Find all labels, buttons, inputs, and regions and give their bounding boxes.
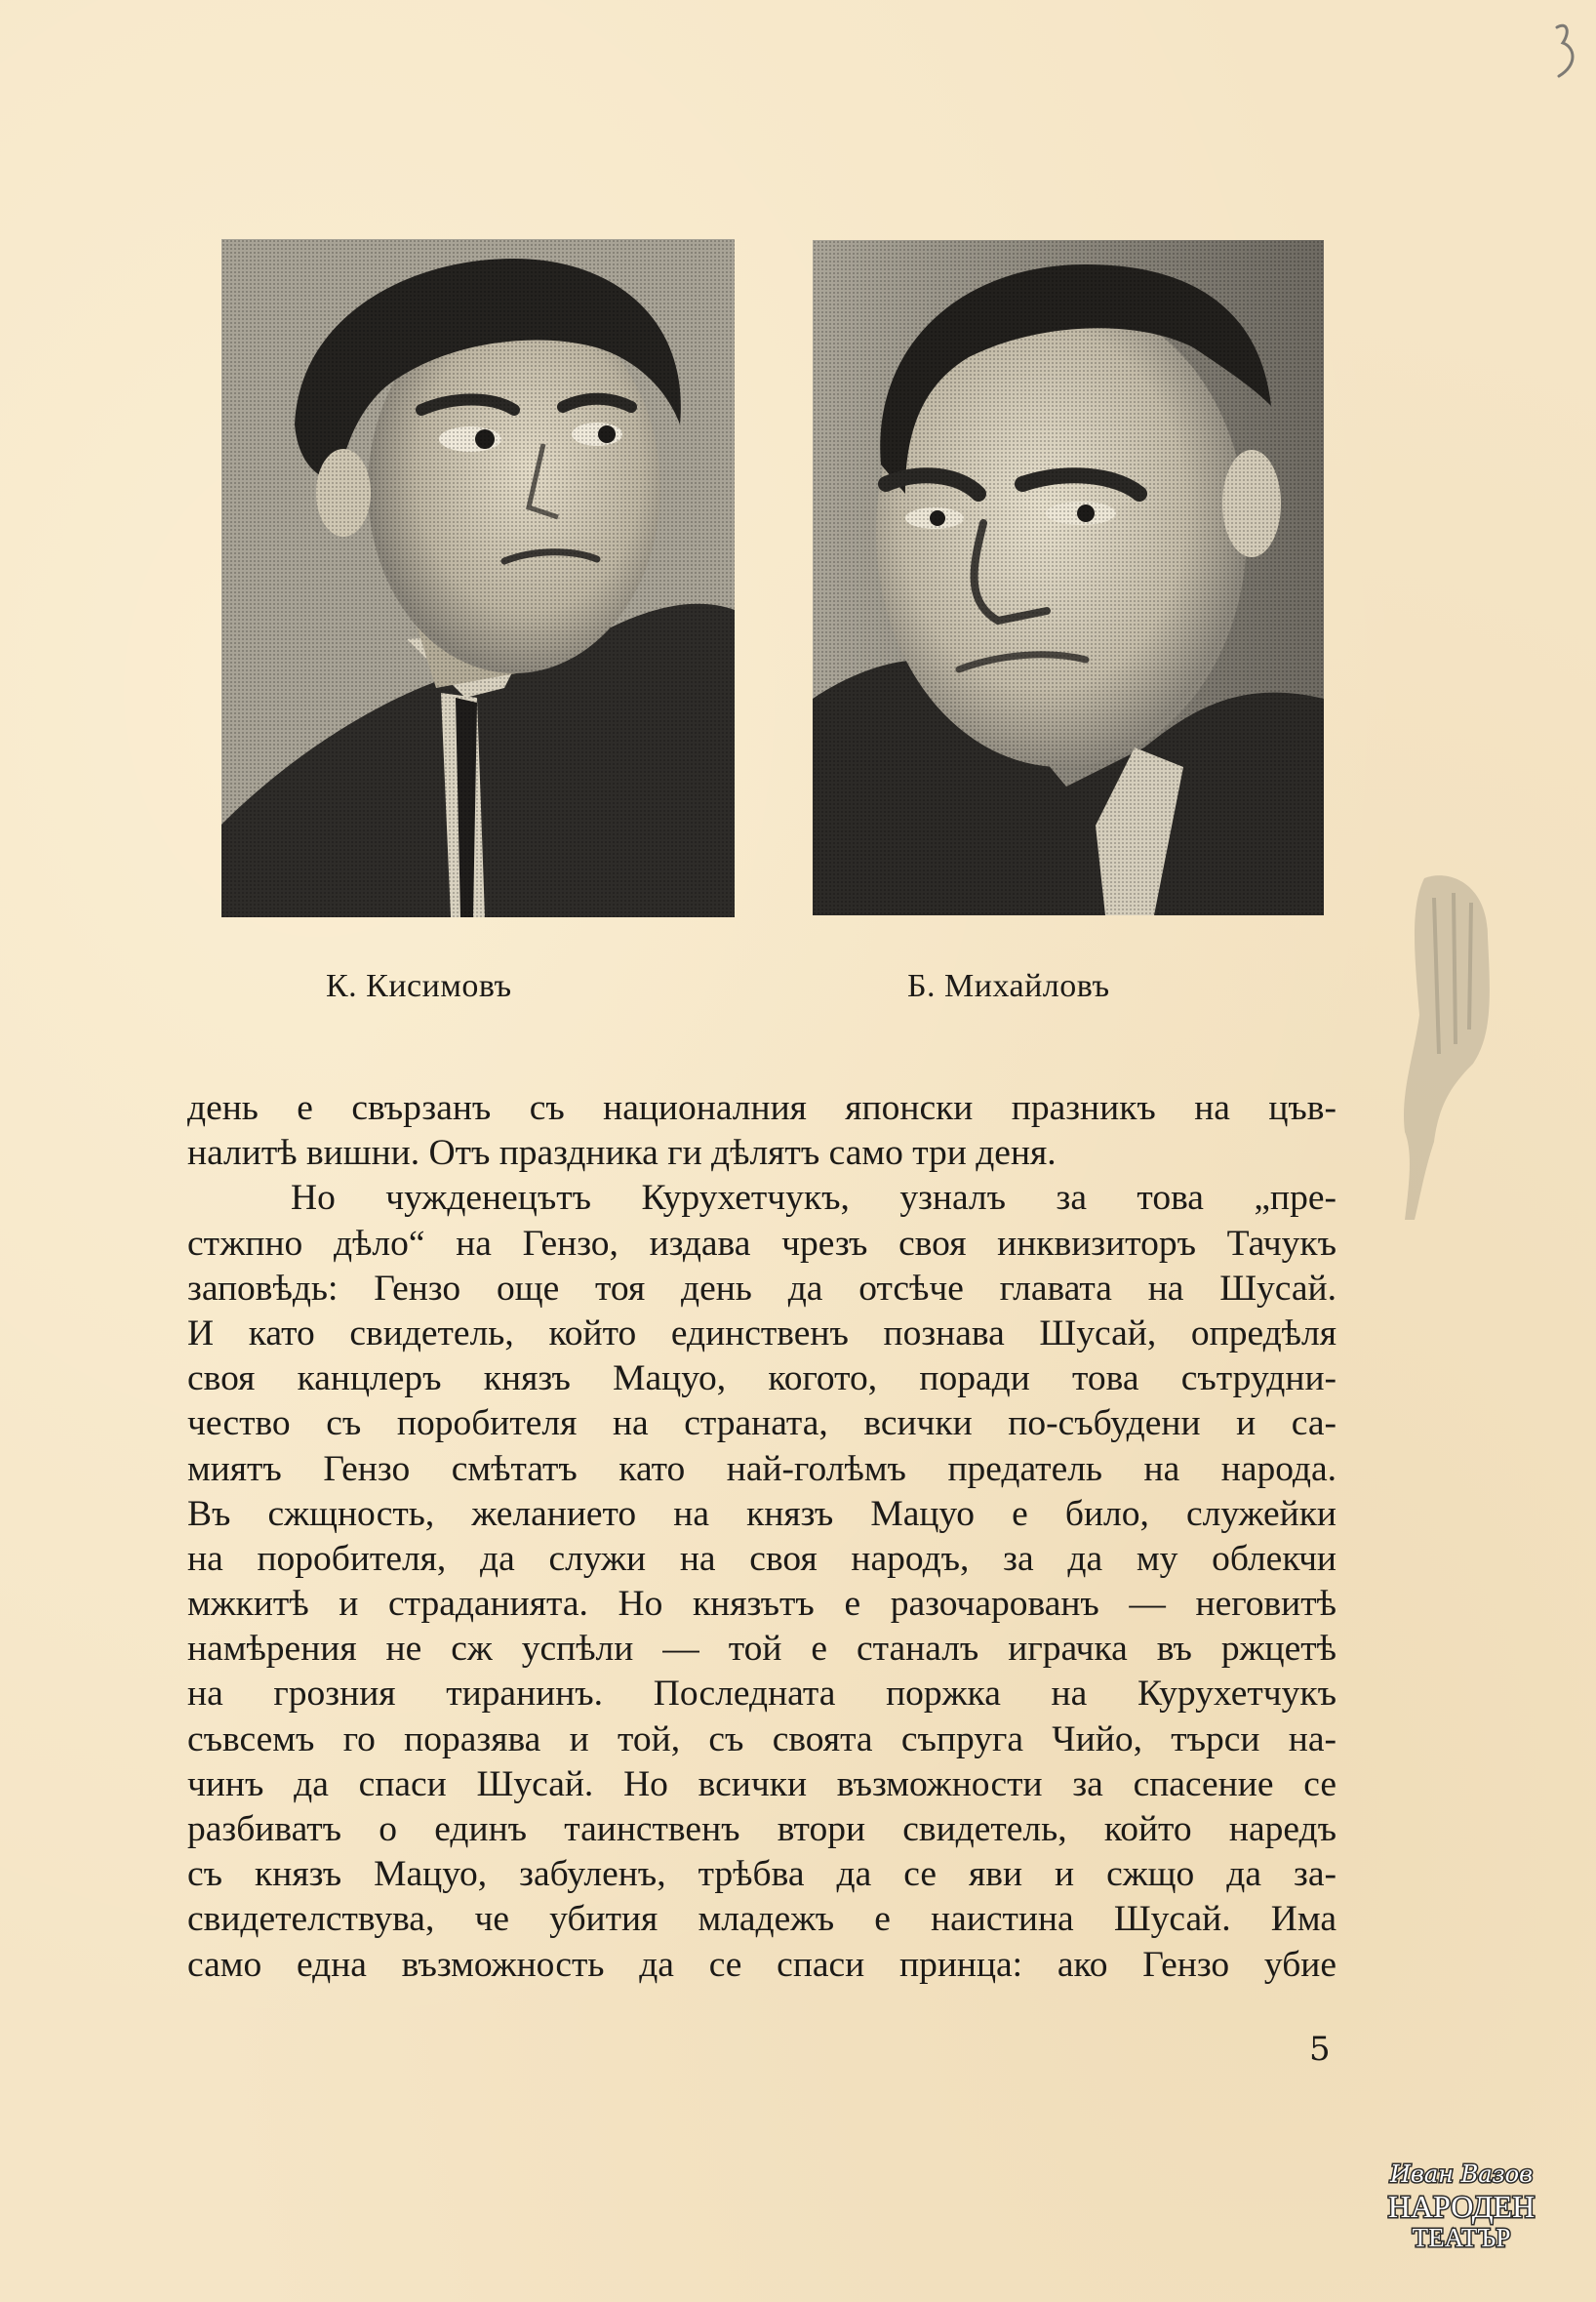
photo-caption-right: Б. Михайловъ xyxy=(907,968,1110,1004)
logo-line1: НАРОДЕН xyxy=(1387,2189,1536,2224)
text-line: заповѣдь: Гензо още тоя день да отсѣче главата на Шусай. xyxy=(187,1268,1337,1309)
text-line: чинъ да спаси Шусай. Но всички възможности за спасение се xyxy=(187,1763,1337,1804)
text-line: своя канцлеръ князъ Мацуо, когото, поради това сътрудни- xyxy=(187,1358,1337,1399)
portrait-image-mihaylov xyxy=(813,240,1324,915)
text-line: разбиватъ о единъ таинственъ втори свидетель, който наредъ xyxy=(187,1809,1337,1849)
text-line: съ князъ Мацуо, забуленъ, трѣбва да се яви и сжщо да за- xyxy=(187,1854,1337,1895)
text-line: намѣрения не сж успѣли — той е станалъ играчка въ ржцетѣ xyxy=(187,1629,1337,1670)
national-theatre-logo xyxy=(1379,2147,1543,2254)
corner-mark-text: 3 xyxy=(1549,21,1550,22)
portrait-image-kisimov xyxy=(221,239,735,917)
text-line: на поробителя, да служи на своя народъ, за да му облекчи xyxy=(187,1538,1337,1579)
text-line: съвсемъ го поразява и той, съ своята съпруга Чийо, търси на- xyxy=(187,1718,1337,1759)
text-line: мжкитѣ и страданията. Но князътъ е разочарованъ — неговитѣ xyxy=(187,1584,1337,1625)
logo-line2: ТЕАТЪР xyxy=(1412,2223,1511,2252)
page-number: 5 xyxy=(1309,2030,1331,2069)
text-line: само една възможность да се спаси принца: ако Гензо убие xyxy=(187,1944,1337,1985)
text-line: свидетелствува, че убития младежъ е наистина Шусай. Има xyxy=(187,1899,1337,1940)
portrait-photo-right xyxy=(813,240,1324,915)
pencil-smudge-stain xyxy=(1395,859,1502,1220)
handwritten-page-mark xyxy=(1549,21,1582,82)
logo-signature: Иван Вазов xyxy=(1389,2161,1534,2188)
photo-caption-left: К. Кисимовъ xyxy=(326,968,512,1004)
text-line: Въ сжщность, желанието на князъ Мацуо е било, служейки xyxy=(187,1493,1337,1534)
text-line: миятъ Гензо смѣтатъ като най-голѣмъ предатель на народа. xyxy=(187,1448,1337,1489)
body-text xyxy=(187,1086,1337,1988)
text-line: чество съ поробителя на страната, всички по-събудени и са- xyxy=(187,1403,1337,1444)
text-line: день е свързанъ съ националния японски празникъ на цъв- xyxy=(187,1088,1337,1128)
text-line: И като свидетель, който единственъ познава Шусай, опредѣля xyxy=(187,1313,1337,1353)
text-line: Но чужденецътъ Курухетчукъ, узналъ за това „пре- xyxy=(291,1178,1337,1219)
portrait-photo-left xyxy=(221,239,735,917)
text-line: стжпно дѣло“ на Гензо, издава чрезъ своя инквизиторъ Тачукъ xyxy=(187,1223,1337,1264)
text-line: на грозния тиранинъ. Последната поржка на Курухетчукъ xyxy=(187,1674,1337,1715)
text-line: налитѣ вишни. Отъ праздника ги дѣлятъ само три деня. xyxy=(187,1133,1057,1174)
